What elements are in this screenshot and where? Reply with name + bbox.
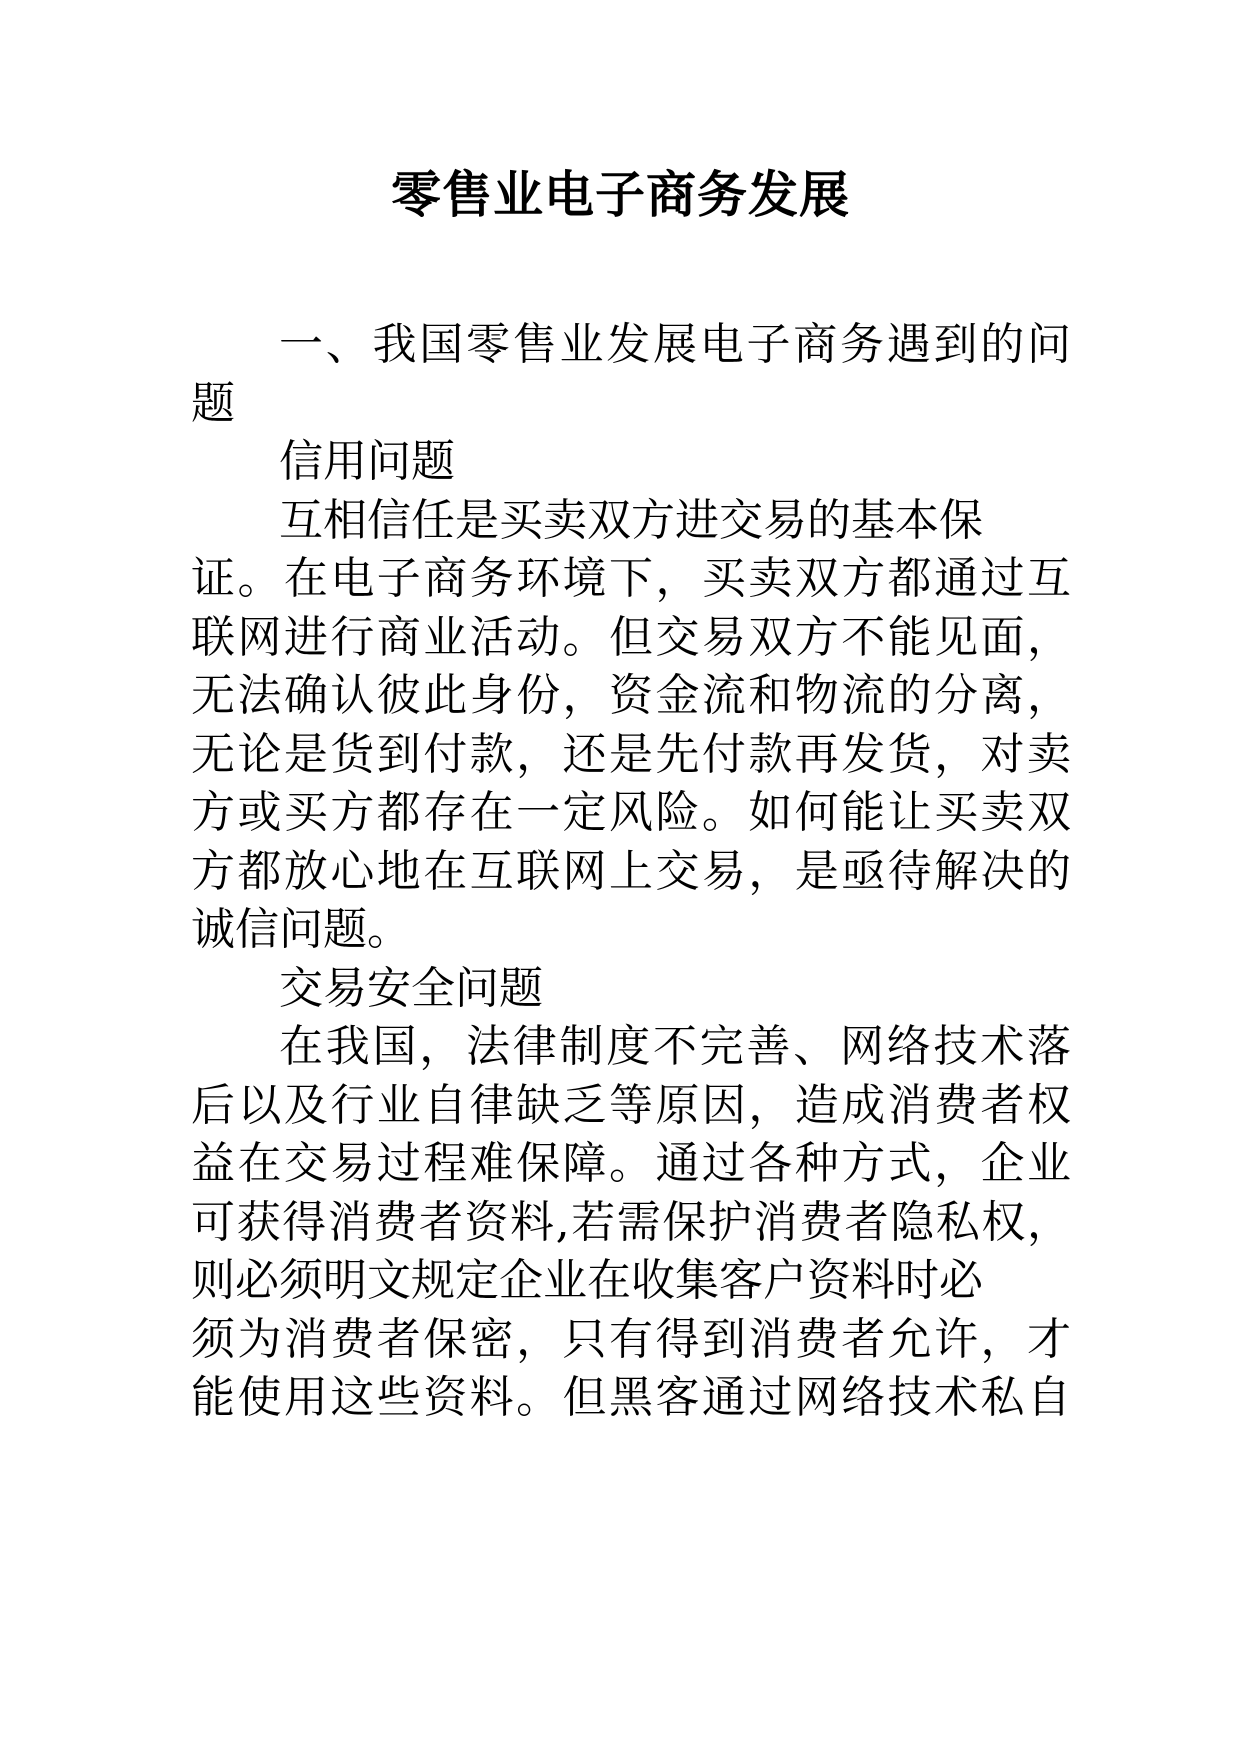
paragraph-line: 证。在电子商务环境下，买卖双方都通过互 (191, 553, 1071, 604)
document-title: 零售业电子商务发展 (391, 165, 850, 224)
paragraph-line: 能使用这些资料。但黑客通过网络技术私自 (191, 1372, 1071, 1423)
paragraph-line: 方都放心地在互联网上交易，是亟待解决的 (191, 845, 1071, 897)
paragraph-line: 诚信问题。 (191, 904, 411, 955)
paragraph-line: 无论是货到付款，还是先付款再发货，对卖 (191, 728, 1071, 780)
paragraph-line: 无法确认彼此身份，资金流和物流的分离， (191, 670, 1071, 721)
paragraph-line: 益在交易过程难保障。通过各种方式，企业 (191, 1138, 1071, 1189)
paragraph-line: 可获得消费者资料,若需保护消费者隐私权， (191, 1196, 1071, 1248)
paragraph-line: 联网进行商业活动。但交易双方不能见面， (191, 611, 1071, 663)
paragraph-line: 方或买方都存在一定风险。如何能让买卖双 (191, 787, 1071, 838)
paragraph-line: 交易安全问题 (279, 962, 543, 1014)
paragraph-line: 则必须明文规定企业在收集客户资料时必 (191, 1255, 983, 1306)
document-body (191, 316, 1071, 1428)
paragraph-line: 题 (191, 377, 235, 429)
paragraph-line: 信用问题 (279, 436, 455, 487)
paragraph-line: 须为消费者保密，只有得到消费者允许，才 (191, 1313, 1071, 1365)
paragraph-line: 互相信任是买卖双方进交易的基本保 (279, 494, 983, 546)
paragraph-line: 在我国，法律制度不完善、网络技术落 (279, 1021, 1071, 1072)
paragraph-line: 后以及行业自律缺乏等原因，造成消费者权 (191, 1079, 1071, 1131)
paragraph-line: 一、我国零售业发展电子商务遇到的问 (279, 319, 1071, 370)
